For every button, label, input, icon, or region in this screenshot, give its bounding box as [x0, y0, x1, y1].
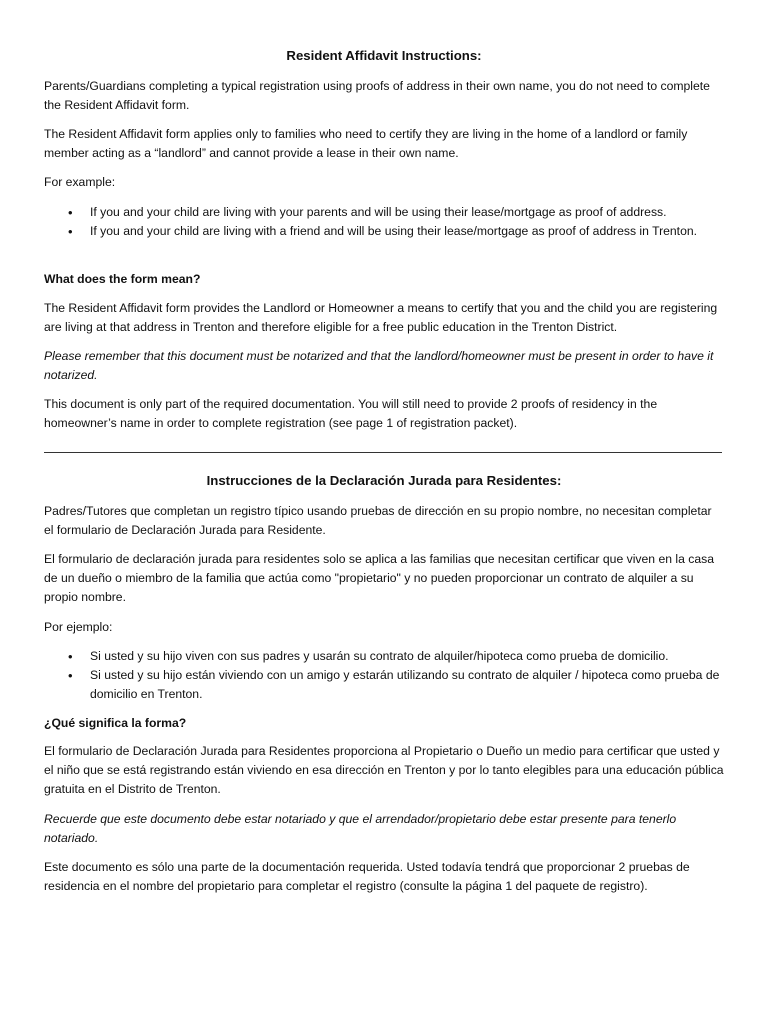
spanish-example-list	[44, 647, 724, 704]
english-what-paragraph: The Resident Affidavit form provides the Landlord or Homeowner a means to certify that you and the child you are registering are living at that address in Trenton and therefore eligible for a free public education in the Trenton District.	[44, 301, 718, 334]
section-divider	[44, 452, 722, 453]
spanish-title: Instrucciones de la Declaración Jurada para Residentes:	[206, 473, 562, 488]
spanish-intro-paragraph: Padres/Tutores que completan un registro típico usando pruebas de dirección en su propio nombre, no necesitan completar el formulario de Declaración Jurada para Residente.	[44, 504, 712, 537]
spanish-example-item: • Si usted y su hijo están viviendo con un amigo y estarán utilizando su contrato de alquiler / hipoteca como prueba de domicilio en Trenton.	[44, 666, 724, 704]
spanish-example-item: • Si usted y su hijo viven con sus padres y usarán su contrato de alquiler/hipoteca como prueba de domicilio.	[44, 647, 724, 666]
spanish-for-example: Por ejemplo:	[44, 620, 113, 634]
english-example-list	[44, 203, 724, 241]
spanish-applies-paragraph: El formulario de declaración jurada para residentes solo se aplica a las familias que necesitan certificar que viven en la casa de un dueño o miembro de la familia que actúa como "propietario" y no pueden proporcionar un contrato de alquiler a su propio nombre.	[44, 552, 714, 604]
spanish-what-heading: ¿Qué significa la forma?	[44, 716, 187, 730]
english-applies-paragraph: The Resident Affidavit form applies only to families who need to certify they are living in the home of a landlord or family member acting as a “landlord” and cannot provide a lease in their own name.	[44, 127, 688, 160]
spanish-notarize-note: Recuerde que este documento debe estar notariado y que el arrendador/propietario debe estar presente para tenerlo notariado.	[44, 812, 677, 845]
english-intro-paragraph: Parents/Guardians completing a typical registration using proofs of address in their own name, you do not need to complete the Resident Affidavit form.	[44, 79, 710, 112]
spanish-what-paragraph: El formulario de Declaración Jurada para Residentes proporciona al Propietario o Dueño un medio para certificar que usted y el niño que se está registrando están viviendo en esa dirección en Trenton y por lo tanto elegibles para una educación pública gratuita en el Distrito de Trenton.	[44, 744, 724, 796]
english-title: Resident Affidavit Instructions:	[286, 48, 482, 63]
english-notarize-note: Please remember that this document must be notarized and that the landlord/homeowner must be present in order to have it notarized.	[44, 349, 714, 382]
spanish-partial-doc-paragraph: Este documento es sólo una parte de la documentación requerida. Usted todavía tendrá que proporcionar 2 pruebas de residencia en el nombre del propietario para completar el registro (consulte la página 1 del paquete de registro).	[44, 860, 690, 893]
english-for-example: For example:	[44, 175, 116, 189]
english-partial-doc-paragraph: This document is only part of the required documentation. You will still need to provide 2 proofs of residency in the homeowner’s name in order to complete registration (see page 1 of registration packet).	[44, 397, 658, 430]
english-example-item: • If you and your child are living with a friend and will be using their lease/mortgage as proof of address in Trenton.	[44, 222, 724, 241]
english-example-item: • If you and your child are living with your parents and will be using their lease/mortgage as proof of address.	[44, 203, 724, 222]
english-what-heading: What does the form mean?	[44, 272, 201, 286]
